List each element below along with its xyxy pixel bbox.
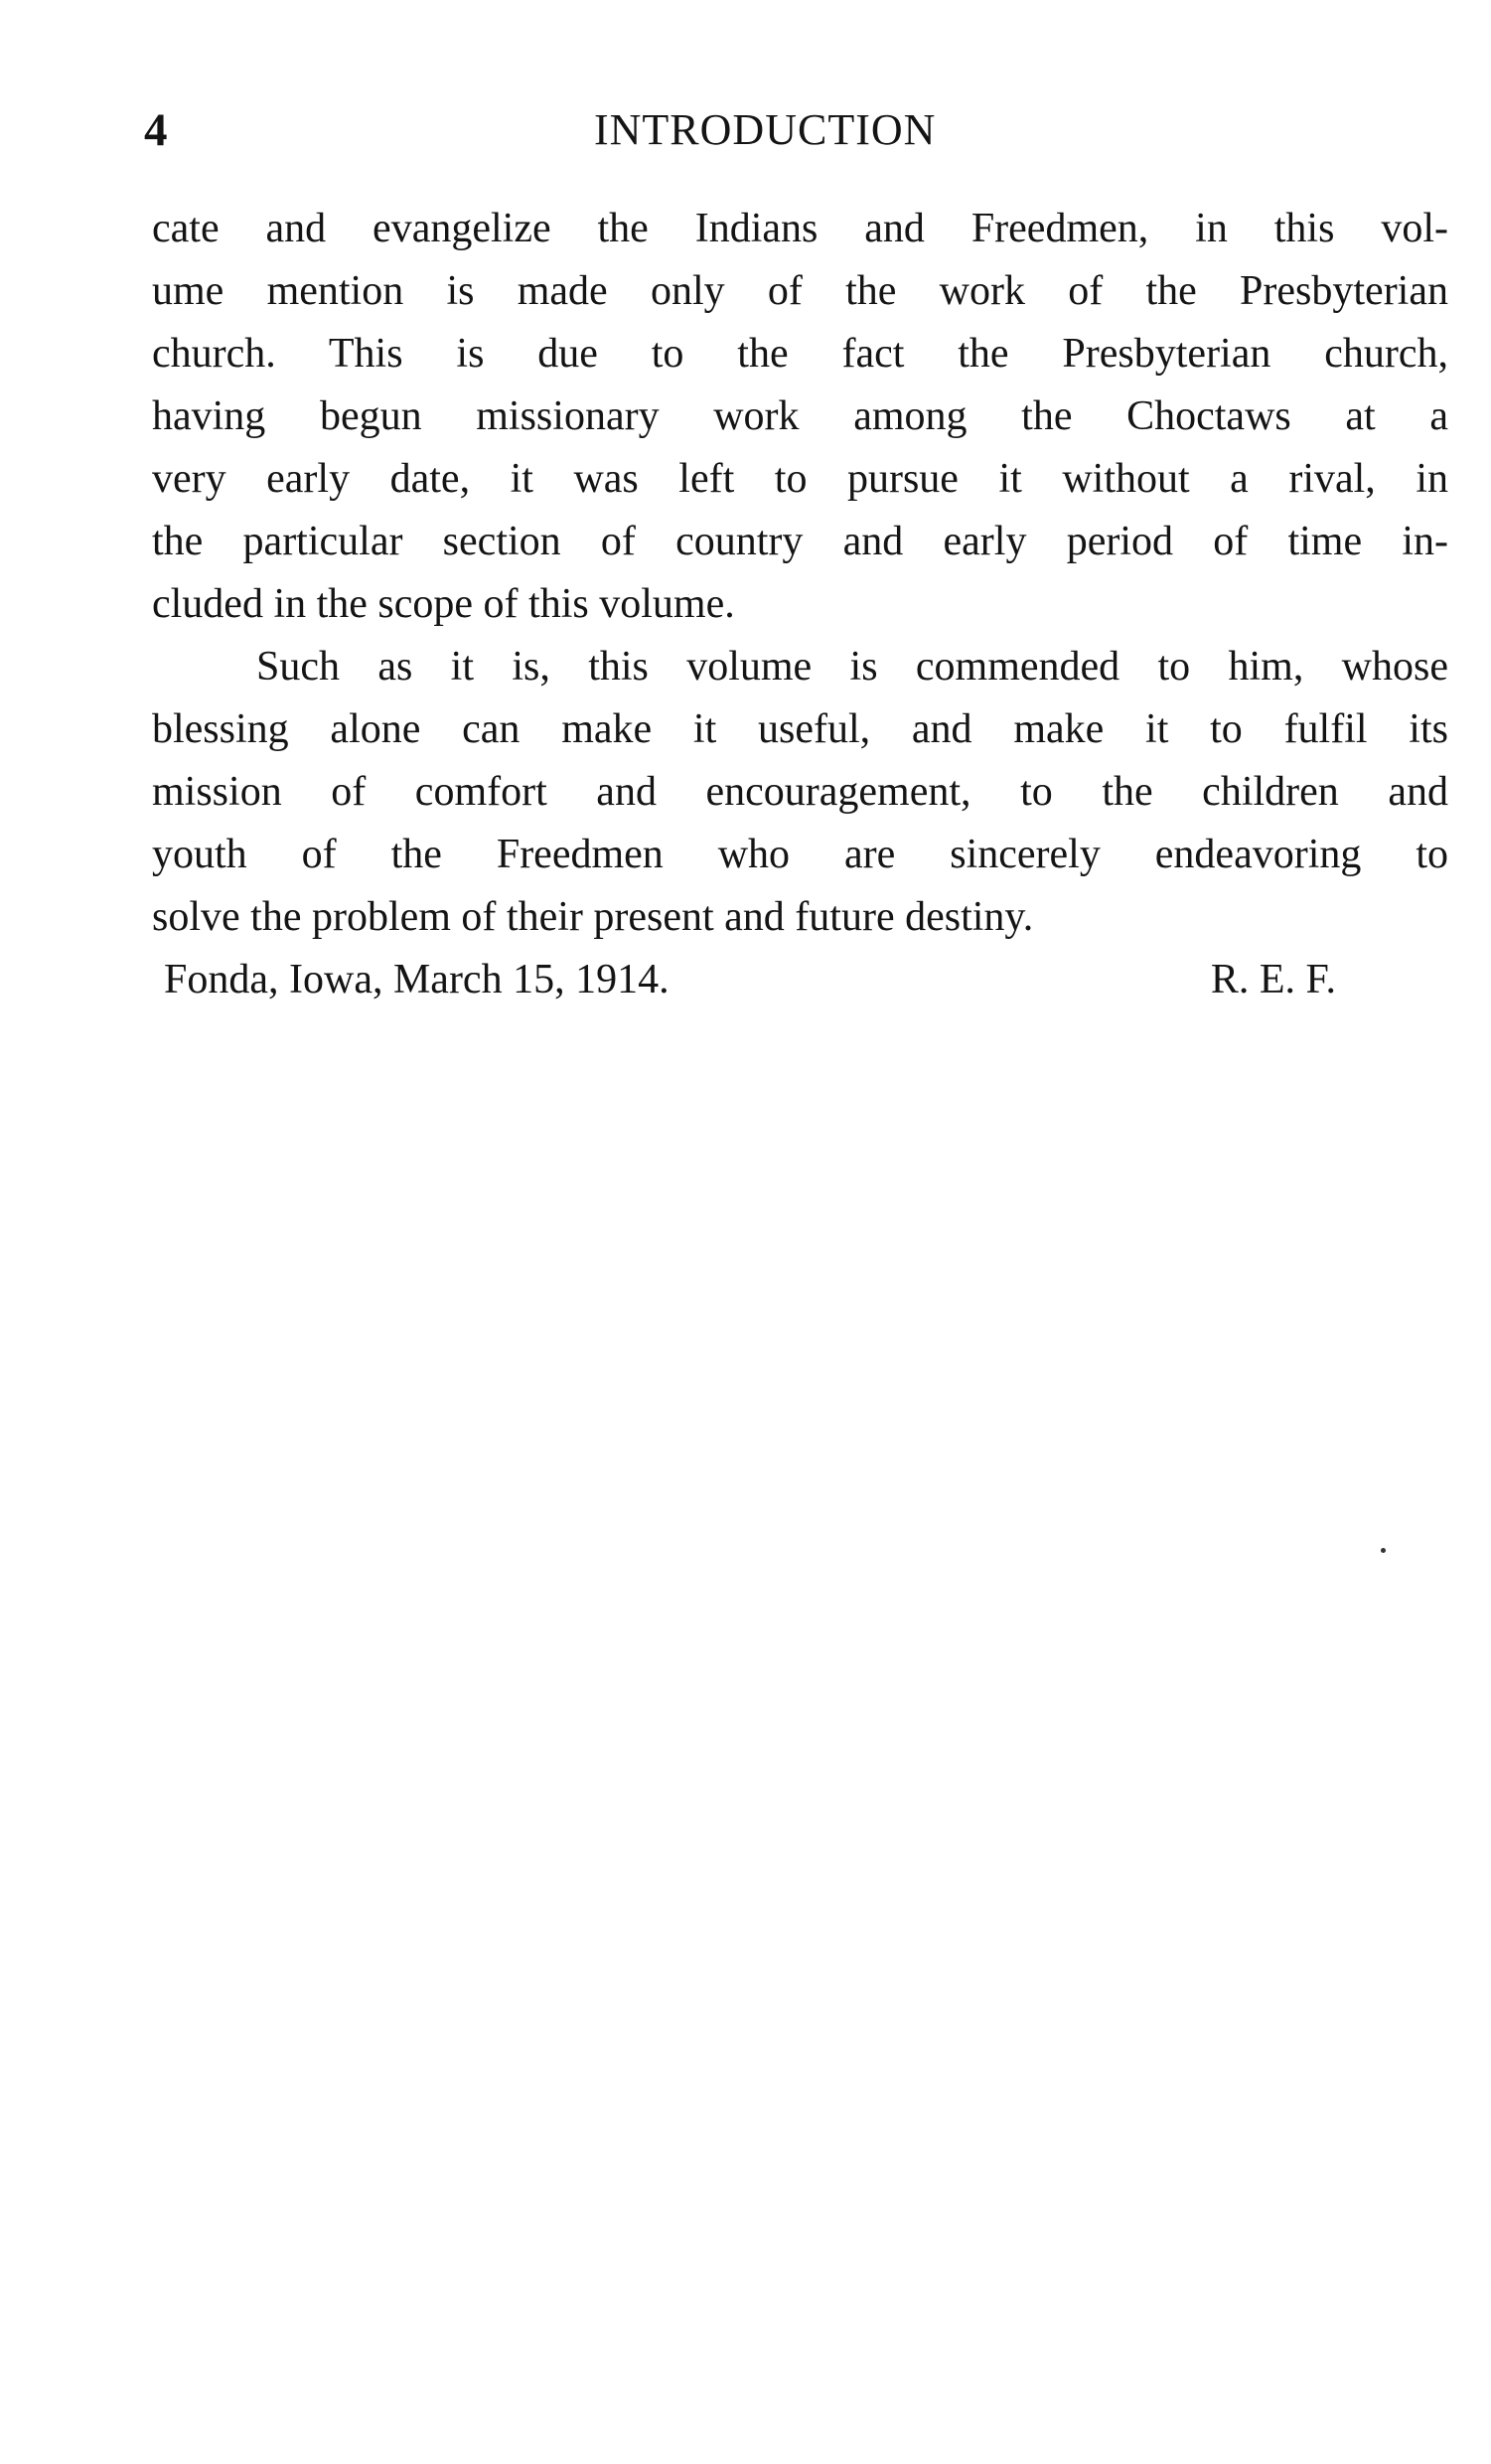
paragraph-2 [152, 636, 1448, 949]
place-and-date: Fonda, Iowa, March 15, 1914. [164, 957, 670, 1002]
paragraph-1 [152, 198, 1448, 636]
text-line: solve the problem of their present and future destiny. [152, 894, 1034, 940]
page-number: 4 [144, 104, 168, 156]
text-line: cate and evangelize the Indians and Freedmen, in this vol- [152, 206, 1448, 251]
text-line: blessing alone can make it useful, and make it to fulfil its [152, 706, 1448, 752]
text-line: ume mention is made only of the work of the Presbyterian [152, 268, 1448, 314]
running-title: INTRODUCTION [594, 105, 937, 154]
signature-line [164, 949, 1336, 1011]
text-line: church. This is due to the fact the Presbyterian church, [152, 331, 1448, 377]
text-line: cluded in the scope of this volume. [152, 581, 735, 627]
text-line: having begun missionary work among the Choctaws at a [152, 393, 1448, 439]
text-line: the particular section of country and early period of time in- [152, 519, 1448, 564]
body-text [152, 198, 1448, 949]
print-speck [1381, 1548, 1386, 1553]
running-head [144, 95, 1455, 165]
text-line: Such as it is, this volume is commended to him, whose [256, 644, 1448, 690]
text-line: very early date, it was left to pursue it without a rival, in [152, 456, 1448, 502]
text-line: youth of the Freedmen who are sincerely endeavoring to [152, 832, 1448, 877]
text-line: mission of comfort and encouragement, to the children and [152, 769, 1448, 815]
author-initials: R. E. F. [1210, 957, 1336, 1002]
